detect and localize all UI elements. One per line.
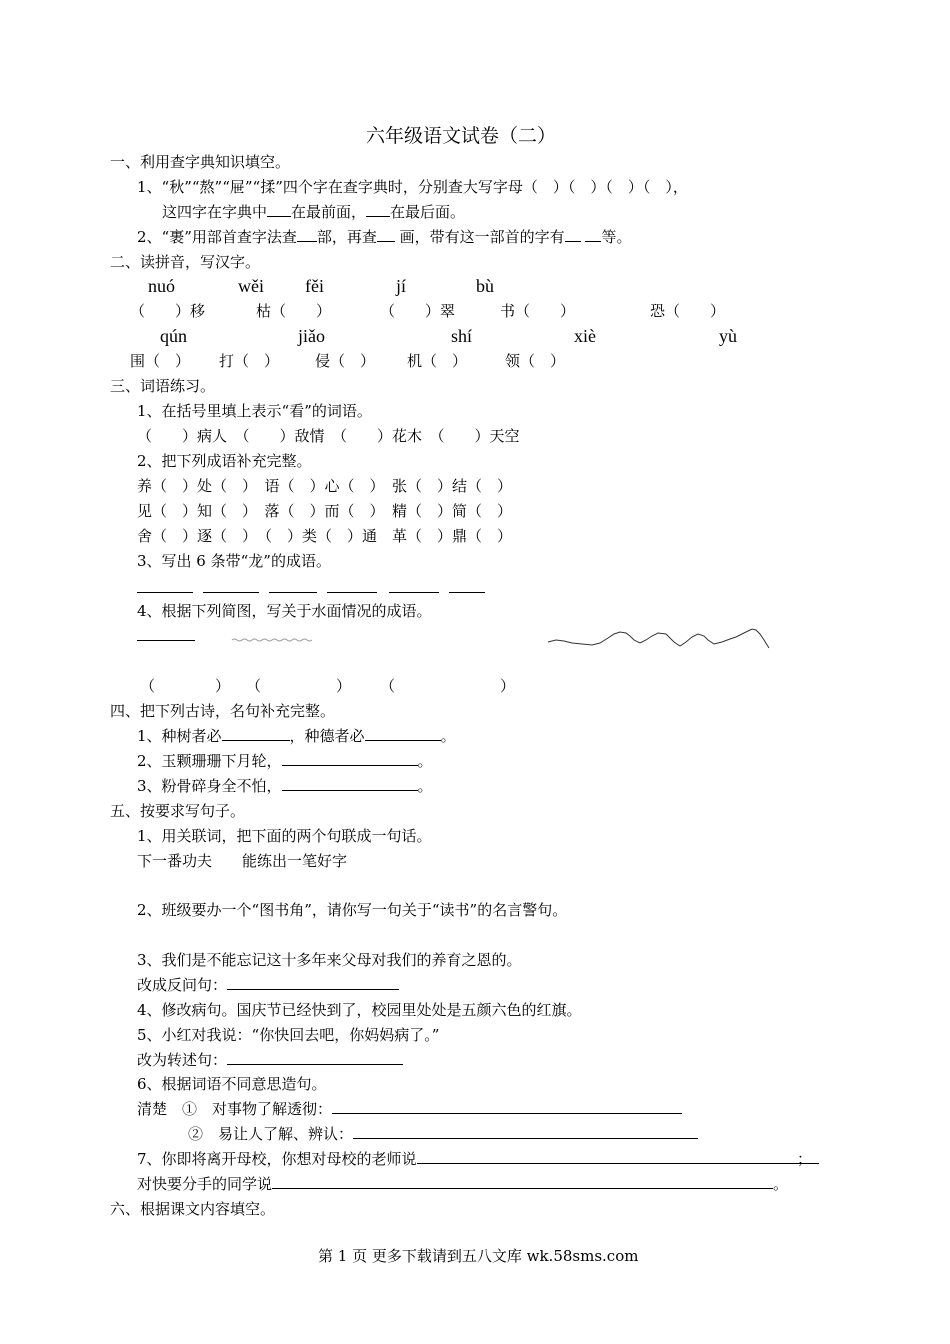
- hanzi-item: 侵（ ）: [315, 352, 376, 370]
- calm-water-line-icon: [137, 640, 195, 641]
- s5-question-7b: 对快要分手的同学说 。: [137, 1175, 789, 1193]
- s3-question-2: 2、把下列成语补充完整。: [137, 452, 312, 470]
- section-3-heading: 三、词语练习。: [110, 377, 216, 395]
- pinyin: fěi: [305, 276, 324, 296]
- answer-blank[interactable]: [297, 227, 317, 242]
- s1-question-1b: 这四字在字典中 在最前面， 在最后面。: [162, 203, 466, 221]
- answer-blank[interactable]: [227, 1050, 403, 1065]
- s3-question-1: 1、在括号里填上表示“看”的词语。: [137, 402, 372, 420]
- rough-wave-icon: [548, 626, 770, 654]
- answer-blank[interactable]: [222, 726, 290, 741]
- hanzi-item: 恐（ ）: [650, 302, 726, 320]
- hanzi-item: 书（ ）: [500, 302, 576, 320]
- s5-question-3: 3、我们是不能忘记这十多年来父母对我们的养育之恩的。: [137, 951, 522, 969]
- pinyin: qún: [160, 326, 187, 346]
- s5-question-5: 5、小红对我说：“你快回去吧，你妈妈病了。”: [137, 1026, 440, 1044]
- answer-blank[interactable]: [137, 592, 193, 593]
- hanzi-item: 枯（ ）: [256, 302, 332, 320]
- hanzi-item: （ ）移: [130, 302, 206, 320]
- s5-question-1-text: 下一番功夫 能练出一笔好字: [137, 852, 348, 870]
- answer-blank[interactable]: [332, 1099, 682, 1114]
- section-1-heading: 一、利用查字典知识填空。: [110, 153, 291, 171]
- idiom-row: 舍（ ）逐（ ） （ ）类（ ）通 革（ ）鼎（ ）: [137, 527, 513, 545]
- answer-blank[interactable]: [269, 592, 317, 593]
- answer-blank[interactable]: [227, 975, 399, 990]
- answer-blank[interactable]: [203, 592, 259, 593]
- s3-question-4: 4、根据下列简图，写关于水面情况的成语。: [137, 602, 432, 620]
- answer-blank[interactable]: [267, 202, 291, 217]
- s5-question-6: 6、根据词语不同意思造句。: [137, 1075, 327, 1093]
- answer-blank[interactable]: [282, 751, 418, 766]
- answer-blank[interactable]: [327, 592, 377, 593]
- s1-question-1a: 1、“秋”“熬”“屉”“揉”四个字在查字典时，分别查大写字母（ ）（ ）（ ）（ ），: [137, 178, 688, 196]
- answer-blank[interactable]: [565, 227, 581, 242]
- section-2-heading: 二、读拼音，写汉字。: [110, 253, 261, 271]
- hanzi-item: 领（ ）: [505, 352, 566, 370]
- answer-blank[interactable]: [585, 227, 601, 242]
- s3-question-1-items: （ ）病人 （ ）敌情 （ ）花木 （ ）天空: [137, 427, 520, 445]
- s5-question-5-answer: 改为转述句：: [137, 1050, 403, 1070]
- idiom-row: 见（ ）知（ ） 落（ ）而（ ） 精（ ）简（ ）: [137, 502, 513, 520]
- s5-question-6b: ② 易让人了解、辨认：: [188, 1124, 698, 1144]
- hanzi-item: （ ）翠: [380, 302, 456, 320]
- pinyin: bù: [476, 276, 494, 296]
- s5-question-2: 2、班级要办一个“图书角”，请你写一句关于“读书”的名言警句。: [137, 901, 568, 919]
- answer-blank[interactable]: [353, 1124, 698, 1139]
- answer-blank[interactable]: [366, 202, 390, 217]
- hanzi-item: 围（ ）: [130, 352, 191, 370]
- answer-blank[interactable]: [282, 776, 418, 791]
- page-title: 六年级语文试卷（二）: [366, 125, 557, 147]
- answer-blank[interactable]: [365, 726, 441, 741]
- section-5-heading: 五、按要求写句子。: [110, 802, 246, 820]
- hanzi-item: 机（ ）: [407, 352, 468, 370]
- answer-blank[interactable]: [449, 592, 485, 593]
- s5-question-4: 4、修改病句。国庆节已经快到了，校园里处处是五颜六色的红旗。: [137, 1001, 582, 1019]
- pinyin: yù: [719, 326, 737, 346]
- answer-blank-end: ；: [791, 1149, 819, 1164]
- idiom-row: 养（ ）处（ ） 语（ ）心（ ） 张（ ）结（ ）: [137, 477, 513, 495]
- s4-line-1: 1、种树者必 ，种德者必 。: [137, 727, 456, 745]
- s4-line-3: 3、粉骨碎身全不怕， 。: [137, 777, 433, 795]
- pinyin: shí: [451, 326, 473, 346]
- s1-question-2: 2、“裹”用部首查字法查 部，再查 画，带有这一部首的字有 等。: [137, 228, 632, 246]
- ripple-water-icon: [232, 636, 312, 644]
- s4-line-2: 2、玉颗珊珊下月轮， 。: [137, 752, 433, 770]
- pinyin: xiè: [574, 326, 596, 346]
- pinyin: wěi: [238, 276, 264, 296]
- answer-blank[interactable]: [377, 227, 395, 242]
- answer-blank[interactable]: [272, 1174, 773, 1189]
- section-6-heading: 六、根据课文内容填空。: [110, 1200, 276, 1218]
- s5-question-3-answer: 改成反问句：: [137, 975, 399, 995]
- s5-question-7a: 7、你即将离开母校，你想对母校的老师说 ；: [137, 1149, 819, 1169]
- bracket-answer: （ ）: [246, 677, 352, 695]
- page-footer: 第 1 页 更多下载请到五八文库 wk.58sms.com: [318, 1247, 639, 1265]
- hanzi-item: 打（ ）: [219, 352, 280, 370]
- pinyin: jiǎo: [298, 326, 325, 346]
- pinyin: jí: [396, 276, 407, 296]
- s5-question-1: 1、用关联词，把下面的两个句联成一句话。: [137, 827, 432, 845]
- answer-blank[interactable]: [417, 1149, 791, 1164]
- bracket-answer: （ ）: [140, 677, 231, 695]
- s3-question-3: 3、写出 6 条带“龙”的成语。: [137, 552, 331, 570]
- bracket-answer: （ ）: [380, 677, 516, 695]
- section-4-heading: 四、把下列古诗，名句补充完整。: [110, 702, 336, 720]
- pinyin: nuó: [148, 276, 175, 296]
- s5-question-6a: 清楚 ① 对事物了解透彻：: [137, 1099, 682, 1119]
- answer-blank[interactable]: [389, 592, 439, 593]
